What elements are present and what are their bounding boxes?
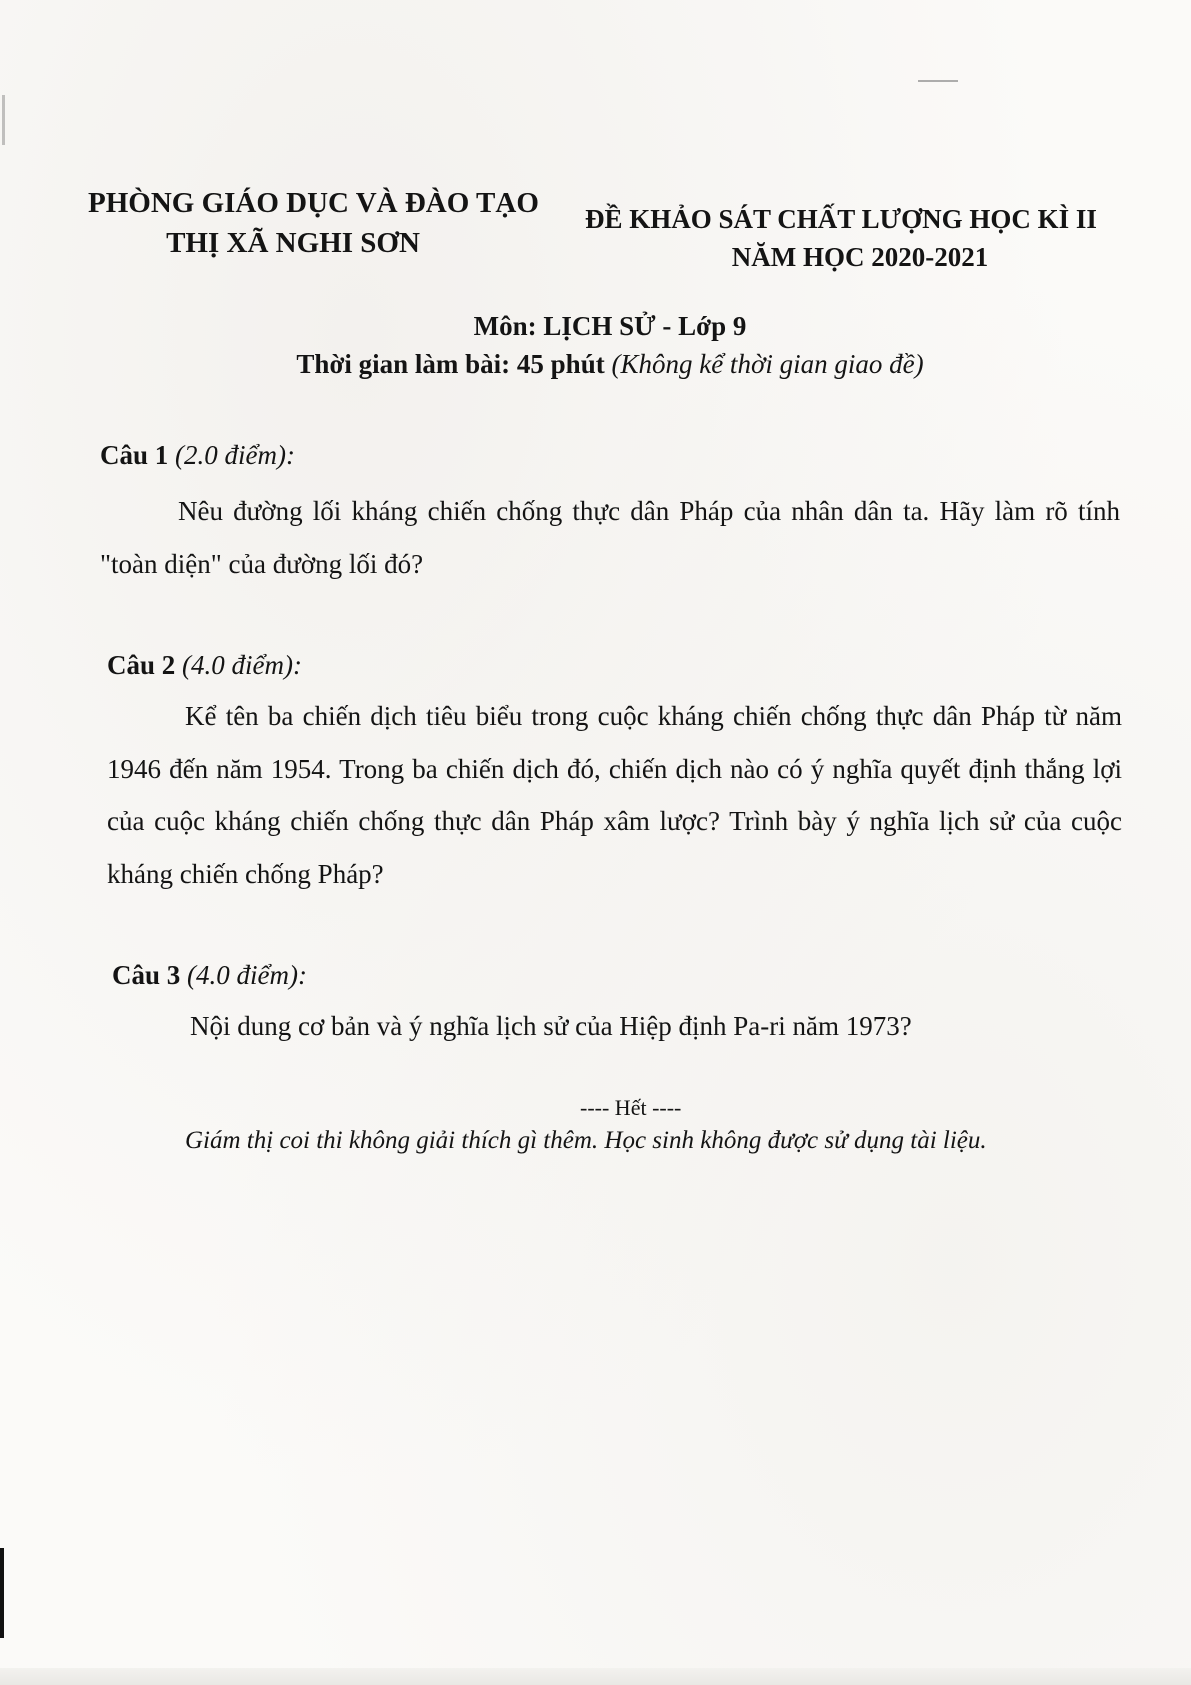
question-3-title	[112, 960, 307, 991]
question-2-title	[107, 650, 302, 681]
scan-dash-mark	[918, 80, 958, 82]
subject-block	[200, 307, 1020, 383]
scan-edge-mark	[0, 1548, 4, 1638]
question-points: (4.0 điểm):	[182, 650, 302, 680]
question-label: Câu 2	[107, 650, 176, 680]
time-label: Thời gian làm bài: 45 phút	[296, 349, 605, 379]
question-3-text	[112, 1000, 1112, 1053]
school-year: NĂM HỌC 2020-2021	[731, 242, 989, 272]
question-2-text	[107, 690, 1122, 900]
question-1-text	[100, 485, 1120, 590]
question-points: (2.0 điểm):	[175, 440, 295, 470]
question-label: Câu 3	[112, 960, 181, 990]
department-locality: THỊ XÃ NGHI SƠN	[166, 227, 420, 259]
proctor-note: Giám thị coi thi không giải thích gì thêm. Học sinh không được sử dụng tài liệu.	[185, 1127, 987, 1154]
question-text: Nội dung cơ bản và ý nghĩa lịch sử của Hiệp định Pa-ri năm 1973?	[190, 1011, 912, 1041]
scan-bottom-edge	[0, 1668, 1191, 1685]
question-points: (4.0 điểm):	[187, 960, 307, 990]
scan-edge-mark	[2, 95, 5, 145]
time-line	[200, 345, 1020, 383]
subject-title: Môn: LỊCH SỬ - Lớp 9	[473, 311, 747, 341]
question-label: Câu 1	[100, 440, 169, 470]
exam-header	[585, 200, 1095, 276]
department-name: PHÒNG GIÁO DỤC VÀ ĐÀO TẠO	[88, 187, 539, 219]
question-1-title	[100, 440, 295, 471]
time-note: (Không kể thời gian giao đề)	[611, 349, 924, 379]
question-text: Nêu đường lối kháng chiến chống thực dân Pháp của nhân dân ta. Hãy làm rõ tính "toàn diện" của đường lối đó?	[100, 496, 1120, 579]
department-header	[88, 183, 568, 263]
question-text: Kể tên ba chiến dịch tiêu biểu trong cuộc kháng chiến chống thực dân Pháp từ năm 1946 đến năm 1954. Trong ba chiến dịch đó, chiến dịch nào có ý nghĩa quyết định thắng lợi của cuộc kháng chiến chống thực dân Pháp xâm lược? Trình bày ý nghĩa lịch sử của cuộc kháng chiến chống Pháp?	[107, 701, 1122, 889]
exam-title: ĐỀ KHẢO SÁT CHẤT LƯỢNG HỌC KÌ II	[585, 204, 1097, 234]
end-mark: ---- Hết ----	[580, 1095, 682, 1120]
